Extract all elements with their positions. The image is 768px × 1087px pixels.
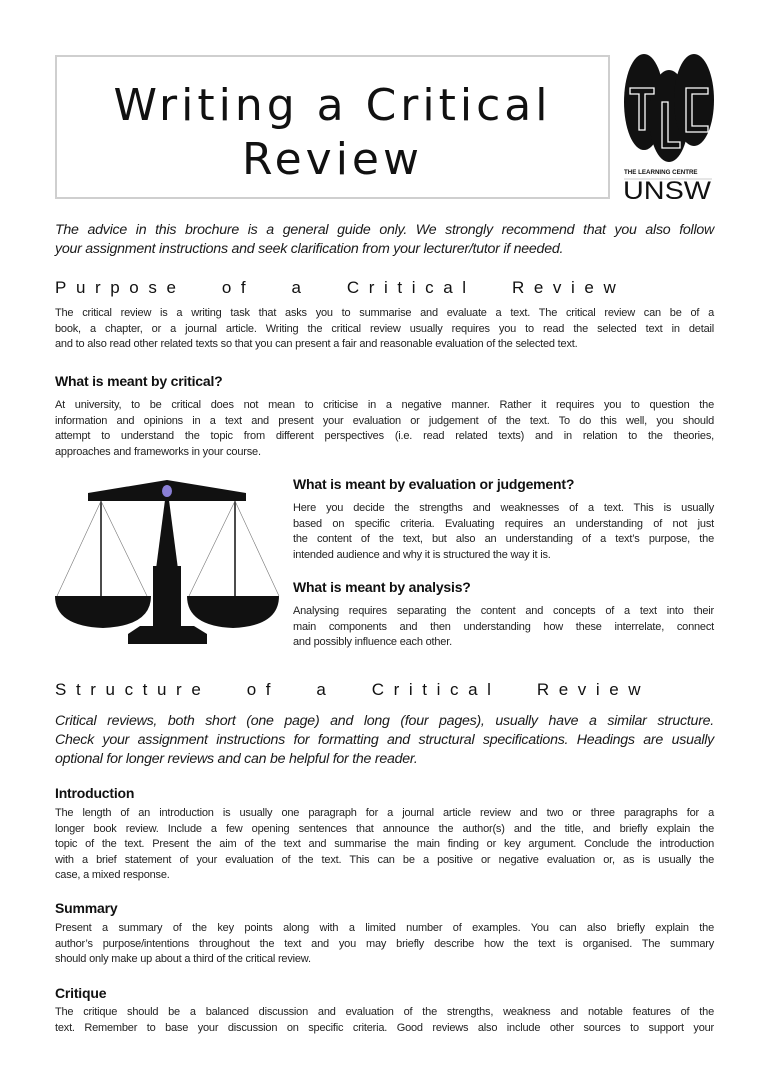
- text-line: intended audience and why it is structured the way it is.: [293, 548, 551, 561]
- text-line: Present a summary of the key points along with a limited number of examples. You can also briefly explain the: [55, 922, 714, 934]
- text-line: longer book review. Include a few opening sentences that announce the author(s) and the title, and briefly explain the: [55, 822, 714, 835]
- structure-intro: [55, 712, 714, 769]
- heading-critical: What is meant by critical?: [55, 373, 223, 389]
- text-line: At university, to be critical does not mean to criticise in a negative manner. Rather it requires you to question the: [55, 399, 714, 411]
- page-title-line-1: Writing a Critical: [113, 80, 552, 131]
- heading-critique: Critique: [55, 985, 107, 1001]
- disclaimer-line: The advice in this brochure is a general guide only. We strongly recommend that you also follow: [55, 222, 714, 238]
- text-line: approaches and frameworks in your course.: [55, 445, 261, 458]
- section-heading-structure: Structure of a Critical Review: [55, 680, 651, 699]
- text-line: should only make up about a third of the critical review.: [55, 953, 311, 966]
- text-line: The length of an introduction is usually one paragraph for a journal article review and two or three paragraphs for a: [55, 807, 714, 819]
- text-line: the content of the text, but also an understanding of a text’s purpose, the: [293, 533, 714, 546]
- evaluation-paragraph: [293, 501, 714, 563]
- critical-paragraph: [55, 398, 714, 460]
- text-line: main components and then understanding how these interrelate, connect: [293, 620, 714, 633]
- text-line: and to also read other related texts so that you can present a fair and reasonable evaluation of the selected text.: [55, 338, 578, 351]
- text-line: author’s purpose/intentions throughout the text and you may briefly describe how the text is organised. The summary: [55, 937, 714, 950]
- text-line: topic of the text. Present the aim of the text and summarise the main finding or key argument. Conclude the introduction: [55, 838, 714, 851]
- heading-introduction: Introduction: [55, 785, 135, 801]
- analysis-paragraph: [293, 604, 714, 651]
- text-line: information and opinions in a text and present your evaluation or judgement of the text. To do this well, you should: [55, 414, 714, 427]
- text-line: The critical review is a writing task that asks you to summarise and evaluate a text. The critical review can be of a: [55, 307, 714, 319]
- summary-paragraph: [55, 921, 714, 968]
- text-line: book, a chapter, or a journal article. Writing the critical review usually requires you to read the selected text in detail: [55, 322, 714, 335]
- introduction-paragraph: [55, 806, 714, 884]
- text-line: case, a mixed response.: [55, 869, 170, 882]
- text-line: Analysing requires separating the content and concepts of a text into their: [293, 605, 714, 617]
- svg-text:UNSW: UNSW: [623, 177, 712, 202]
- text-line: Check your assignment instructions for formatting and structural specifications. Headings are usually: [55, 732, 714, 748]
- page-title-line-2: Review: [242, 134, 423, 185]
- critique-paragraph: [55, 1005, 714, 1036]
- title-box: [55, 55, 610, 199]
- heading-evaluation: What is meant by evaluation or judgement?: [293, 476, 575, 492]
- svg-text:THE LEARNING CENTRE: THE LEARNING CENTRE: [624, 169, 698, 176]
- tlc-unsw-logo: [622, 52, 716, 202]
- heading-analysis: What is meant by analysis?: [293, 579, 471, 595]
- scales-of-justice-icon: [55, 476, 281, 644]
- text-line: Here you decide the strengths and weaknesses of a text. This is usually: [293, 502, 714, 514]
- text-line: based on specific criteria. Evaluating requires an understanding of not just: [293, 517, 714, 530]
- text-line: text. Remember to base your discussion on specific criteria. Good reviews also include other sources to support your: [55, 1021, 714, 1034]
- purpose-paragraph: [55, 306, 714, 353]
- heading-summary: Summary: [55, 900, 118, 916]
- disclaimer-line: your assignment instructions and seek clarification from your lecturer/tutor if needed.: [55, 241, 564, 257]
- text-line: optional for longer reviews and can be helpful for the reader.: [55, 751, 418, 767]
- disclaimer: [55, 221, 714, 259]
- text-line: and possibly influence each other.: [293, 636, 452, 649]
- text-line: Critical reviews, both short (one page) and long (four pages), usually have a similar structure.: [55, 713, 714, 729]
- text-line: The critique should be a balanced discussion and evaluation of the strengths, weakness and notable features of the: [55, 1006, 714, 1018]
- section-heading-purpose: Purpose of a Critical Review: [55, 278, 626, 297]
- text-line: with a brief statement of your evaluation of the text. This can be a positive or negative evaluation or, as is usually the: [55, 853, 714, 866]
- text-line: attempt to understand the topic from different perspectives (i.e. read related texts) and in relation to the theories,: [55, 430, 714, 443]
